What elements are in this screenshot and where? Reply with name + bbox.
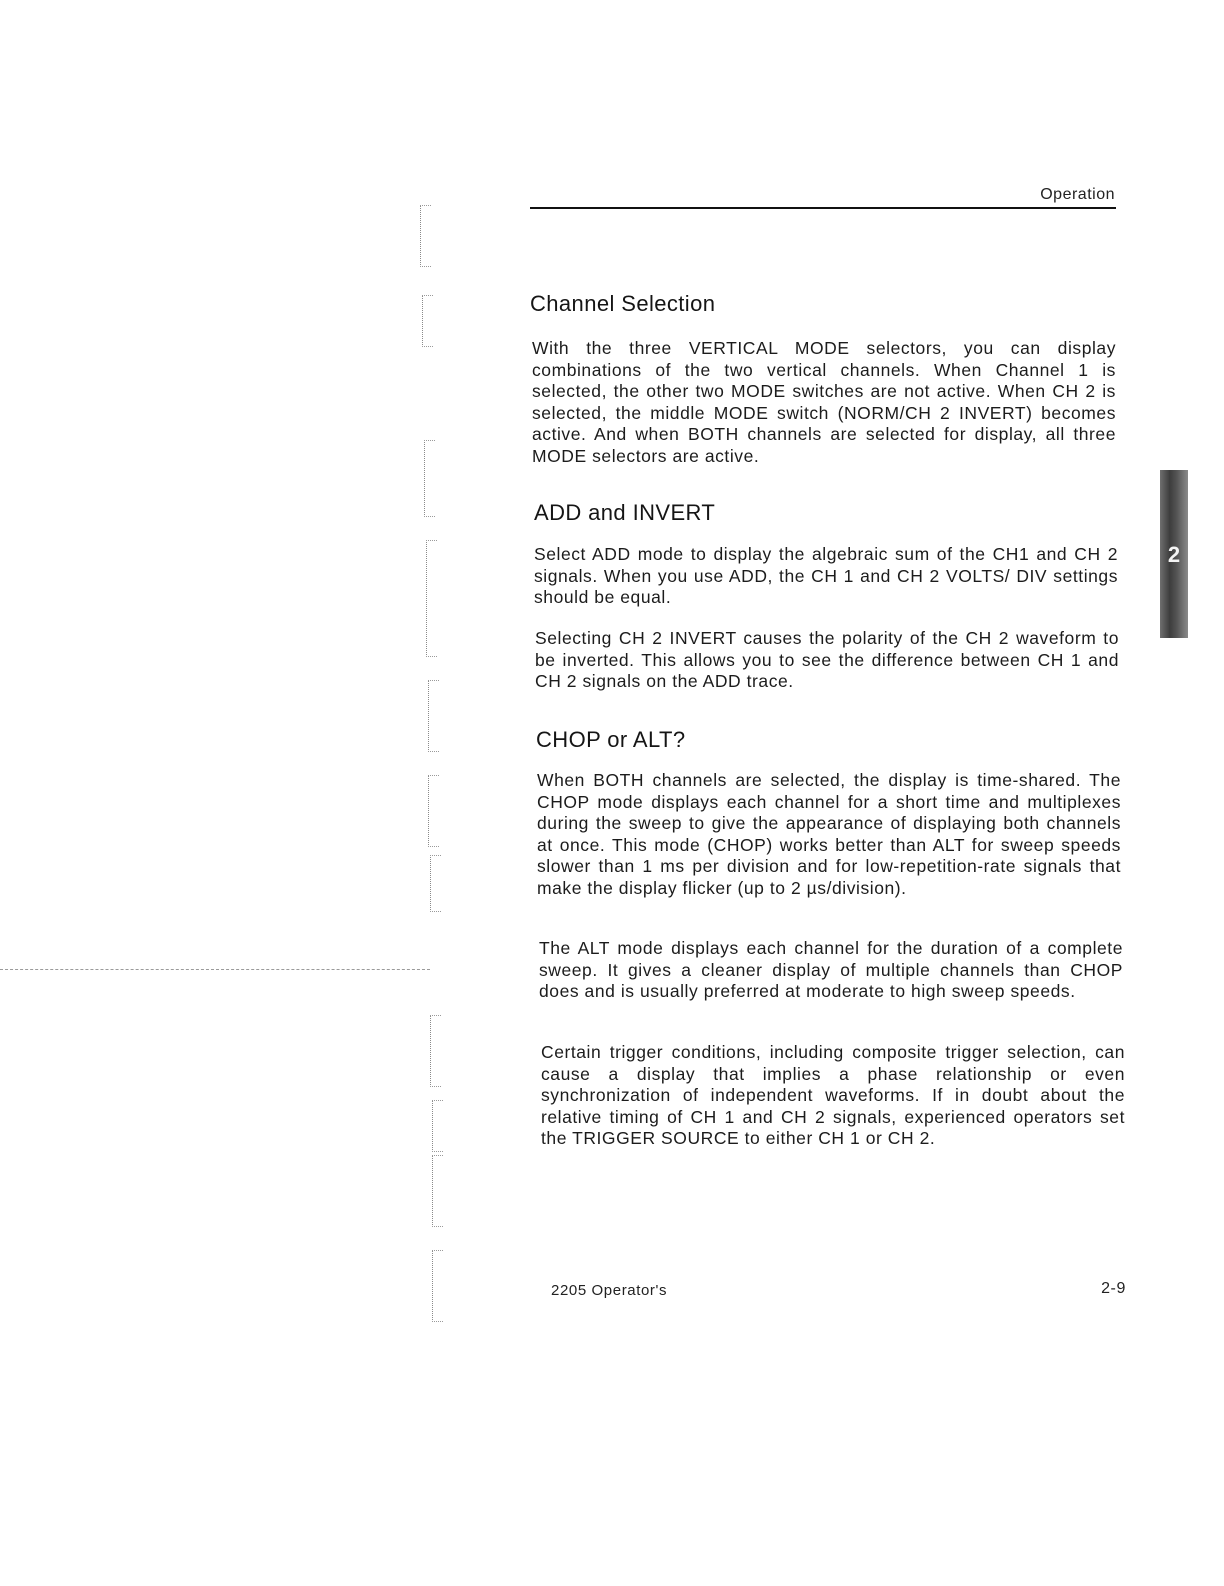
paragraph-alt-mode: The ALT mode displays each channel for the duration of a complete sweep. It gives a cleaner display of multiple channels than CHOP does and is usually preferred at moderate to high sweep speeds. <box>539 938 1123 1001</box>
binding-mark <box>432 1250 443 1322</box>
running-header: Operation <box>1040 186 1115 203</box>
section-heading-channel-selection: Channel Selection <box>530 291 716 316</box>
fold-line <box>0 969 430 970</box>
binding-mark <box>422 295 433 347</box>
binding-mark <box>426 540 437 657</box>
footer-manual-title: 2205 Operator's <box>551 1282 668 1299</box>
paragraph-chop-mode: When BOTH channels are selected, the display is time-shared. The CHOP mode displays each channel for a short time and multiplexes during the sweep to give the appearance of displaying both channels at once. This mode (CHOP) works better than ALT for sweep speeds slower than 1 ms per division and for low-repetition-rate signals that make the display flicker (up to 2 µs/division). <box>537 770 1121 898</box>
header-rule <box>530 207 1116 209</box>
binding-mark <box>432 1155 443 1227</box>
binding-mark <box>430 1015 441 1087</box>
binding-mark <box>420 205 431 267</box>
binding-mark <box>432 1100 443 1152</box>
binding-mark <box>424 440 435 517</box>
chapter-tab-label: 2 <box>1167 542 1181 567</box>
binding-mark <box>430 855 441 912</box>
section-heading-chop-alt: CHOP or ALT? <box>536 727 686 752</box>
chapter-tab <box>1160 470 1188 638</box>
paragraph-channel-selection: With the three VERTICAL MODE selectors, you can display combinations of the two vertical channels. When Channel 1 is selected, the other two MODE switches are not active. When CH 2 is selected, the middle MODE switch (NORM/CH 2 INVERT) becomes active. And when BOTH channels are selected for display, all three MODE selectors are active. <box>532 338 1116 466</box>
footer-page-number: 2-9 <box>1101 1280 1126 1297</box>
paragraph-ch2-invert: Selecting CH 2 INVERT causes the polarity of the CH 2 waveform to be inverted. This allows you to see the difference between CH 1 and CH 2 signals on the ADD trace. <box>535 628 1119 691</box>
paragraph-trigger-conditions: Certain trigger conditions, including composite trigger selection, can cause a display that implies a phase relationship or even synchronization of independent waveforms. If in doubt about the relative timing of CH 1 and CH 2 signals, experienced operators set the TRIGGER SOURCE to either CH 1 or CH 2. <box>541 1042 1125 1148</box>
binding-margin-artifacts <box>0 0 520 1586</box>
binding-mark <box>428 680 439 752</box>
paragraph-add-mode: Select ADD mode to display the algebraic sum of the CH1 and CH 2 signals. When you use ADD, the CH 1 and CH 2 VOLTS/ DIV settings should be equal. <box>534 544 1118 607</box>
binding-mark <box>428 775 439 847</box>
section-heading-add-invert: ADD and INVERT <box>534 500 716 525</box>
